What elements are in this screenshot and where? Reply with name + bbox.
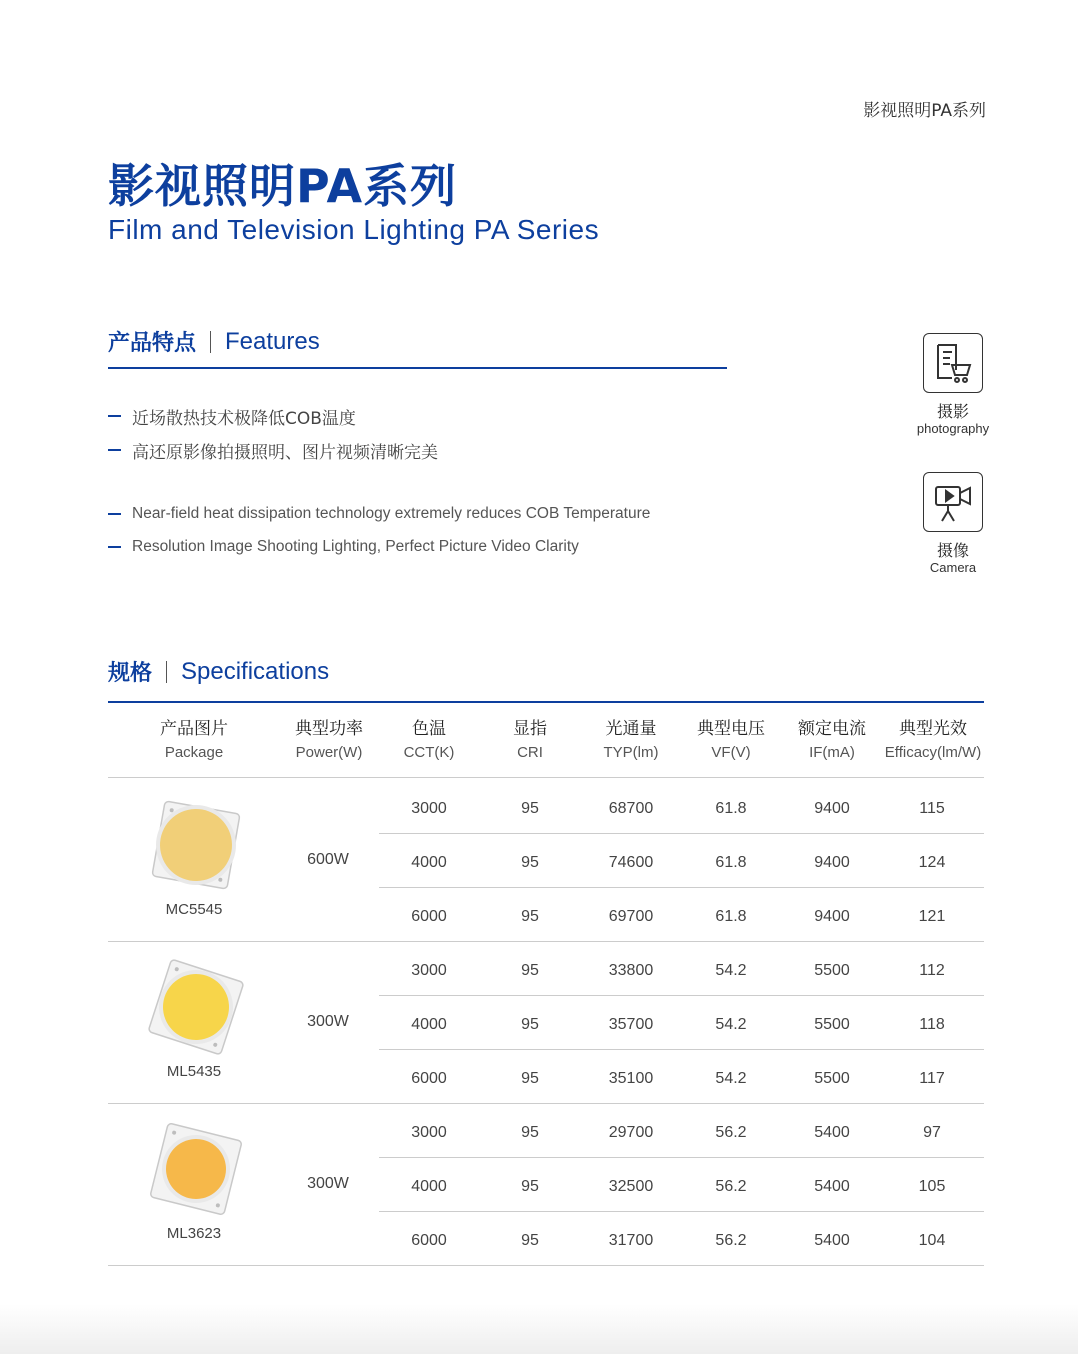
video-camera-icon	[923, 472, 983, 532]
specs-table-header	[108, 716, 984, 776]
current-cell: 9400	[814, 908, 850, 925]
application-label-cn: 摄影	[936, 402, 969, 421]
row-divider	[379, 995, 984, 996]
current-cell: 5400	[814, 1124, 850, 1141]
current-cell: 9400	[814, 854, 850, 871]
feature-text: 高还原影像拍摄照明、图片视频清晰完美	[132, 442, 438, 463]
feature-item	[108, 530, 650, 563]
efficacy-cell: 118	[919, 1016, 945, 1033]
features-list-en	[108, 497, 650, 563]
led-package-image	[144, 795, 248, 895]
group-divider	[108, 1265, 984, 1266]
cct-cell: 4000	[411, 1178, 447, 1195]
power-cell: 300W	[307, 1013, 349, 1030]
cri-cell: 95	[521, 908, 539, 925]
cct-cell: 3000	[411, 800, 447, 817]
efficacy-cell: 97	[923, 1124, 941, 1141]
voltage-cell: 54.2	[715, 1016, 747, 1033]
cri-cell: 95	[521, 1232, 539, 1249]
bullet-dash	[108, 546, 121, 548]
features-divider	[108, 367, 727, 369]
feature-text: Near-field heat dissipation technology extremely reduces COB Temperature	[132, 504, 651, 522]
group-divider	[108, 1103, 984, 1104]
cri-cell: 95	[521, 854, 539, 871]
heading-separator	[210, 331, 211, 353]
column-header-efficacy: 典型光效 Efficacy(lm/W)	[884, 719, 982, 761]
cri-cell: 95	[521, 1178, 539, 1195]
feature-item	[108, 399, 438, 433]
cct-cell: 4000	[411, 1016, 447, 1033]
specs-heading	[108, 656, 329, 687]
column-header-package: 产品图片 Package	[160, 719, 228, 761]
voltage-cell: 56.2	[715, 1178, 747, 1195]
led-package-image	[144, 1119, 248, 1219]
flux-cell: 68700	[608, 800, 654, 817]
cct-cell: 6000	[411, 1070, 447, 1087]
current-cell: 5400	[814, 1178, 850, 1195]
feature-text: Resolution Image Shooting Lighting, Perfect Picture Video Clarity	[132, 537, 579, 555]
features-heading	[108, 326, 320, 357]
flux-cell: 33800	[608, 962, 654, 979]
page-title-cn: 影视照明PA系列	[108, 159, 458, 213]
photography-icon	[923, 333, 983, 393]
cct-cell: 6000	[411, 1232, 447, 1249]
row-divider	[379, 833, 984, 834]
cri-cell: 95	[521, 1124, 539, 1141]
application-label-en: photography	[916, 421, 990, 436]
package-name: ML3623	[166, 1225, 222, 1242]
flux-cell: 35100	[608, 1070, 654, 1087]
table-header-divider	[108, 777, 984, 778]
column-header-current: 额定电流 IF(mA)	[798, 719, 866, 761]
application-label-en: Camera	[929, 560, 977, 575]
column-header-voltage: 典型电压 VF(V)	[697, 719, 765, 761]
flux-cell: 74600	[608, 854, 654, 871]
flux-cell: 35700	[608, 1016, 654, 1033]
current-cell: 5500	[814, 1070, 850, 1087]
voltage-cell: 61.8	[715, 800, 747, 817]
voltage-cell: 54.2	[715, 1070, 747, 1087]
application-label-cn: 摄像	[936, 541, 969, 560]
current-cell: 9400	[814, 800, 850, 817]
column-header-flux: 光通量 TYP(lm)	[603, 719, 659, 761]
cri-cell: 95	[521, 962, 539, 979]
voltage-cell: 56.2	[715, 1232, 747, 1249]
application-camera	[908, 472, 998, 576]
current-cell: 5400	[814, 1232, 850, 1249]
column-header-cri: 显指 CRI	[513, 719, 547, 761]
cct-cell: 6000	[411, 908, 447, 925]
bullet-dash	[108, 415, 121, 417]
cct-cell: 4000	[411, 854, 447, 871]
bullet-dash	[108, 513, 121, 515]
voltage-cell: 61.8	[715, 854, 747, 871]
efficacy-cell: 115	[919, 800, 945, 817]
led-package-image	[144, 957, 248, 1057]
feature-item	[108, 433, 438, 467]
row-divider	[379, 1157, 984, 1158]
package-name: ML5435	[166, 1063, 222, 1080]
flux-cell: 32500	[608, 1178, 654, 1195]
flux-cell: 31700	[608, 1232, 654, 1249]
group-divider	[108, 941, 984, 942]
power-cell: 600W	[307, 851, 349, 868]
features-heading-en: Features	[225, 327, 320, 355]
page-title-en: Film and Television Lighting PA Series	[108, 214, 600, 245]
feature-item	[108, 497, 650, 530]
cct-cell: 3000	[411, 1124, 447, 1141]
voltage-cell: 54.2	[715, 962, 747, 979]
bullet-dash	[108, 449, 121, 451]
feature-text: 近场散热技术极降低COB温度	[132, 408, 356, 429]
efficacy-cell: 121	[918, 908, 946, 925]
current-cell: 5500	[814, 1016, 850, 1033]
cri-cell: 95	[521, 800, 539, 817]
voltage-cell: 61.8	[715, 908, 747, 925]
features-list-cn	[108, 399, 438, 467]
column-header-cct: 色温 CCT(K)	[403, 719, 455, 761]
running-header: 影视照明PA系列	[863, 101, 986, 121]
flux-cell: 29700	[608, 1124, 654, 1141]
row-divider	[379, 887, 984, 888]
heading-separator	[166, 661, 167, 683]
flux-cell: 69700	[608, 908, 654, 925]
application-photography	[908, 333, 998, 437]
features-heading-cn: 产品特点	[108, 331, 197, 356]
efficacy-cell: 124	[918, 854, 946, 871]
efficacy-cell: 104	[918, 1232, 946, 1249]
efficacy-cell: 112	[919, 962, 945, 979]
row-divider	[379, 1049, 984, 1050]
specs-divider	[108, 701, 984, 703]
specs-heading-cn: 规格	[108, 661, 153, 686]
power-cell: 300W	[307, 1175, 349, 1192]
efficacy-cell: 117	[919, 1070, 945, 1087]
cri-cell: 95	[521, 1016, 539, 1033]
cri-cell: 95	[521, 1070, 539, 1087]
specs-heading-en: Specifications	[181, 657, 330, 685]
current-cell: 5500	[814, 962, 850, 979]
column-header-power: 典型功率 Power(W)	[295, 719, 363, 761]
efficacy-cell: 105	[918, 1178, 946, 1195]
cct-cell: 3000	[411, 962, 447, 979]
row-divider	[379, 1211, 984, 1212]
voltage-cell: 56.2	[715, 1124, 747, 1141]
package-name: MC5545	[165, 901, 223, 918]
page-bottom-shade	[0, 1304, 1078, 1354]
